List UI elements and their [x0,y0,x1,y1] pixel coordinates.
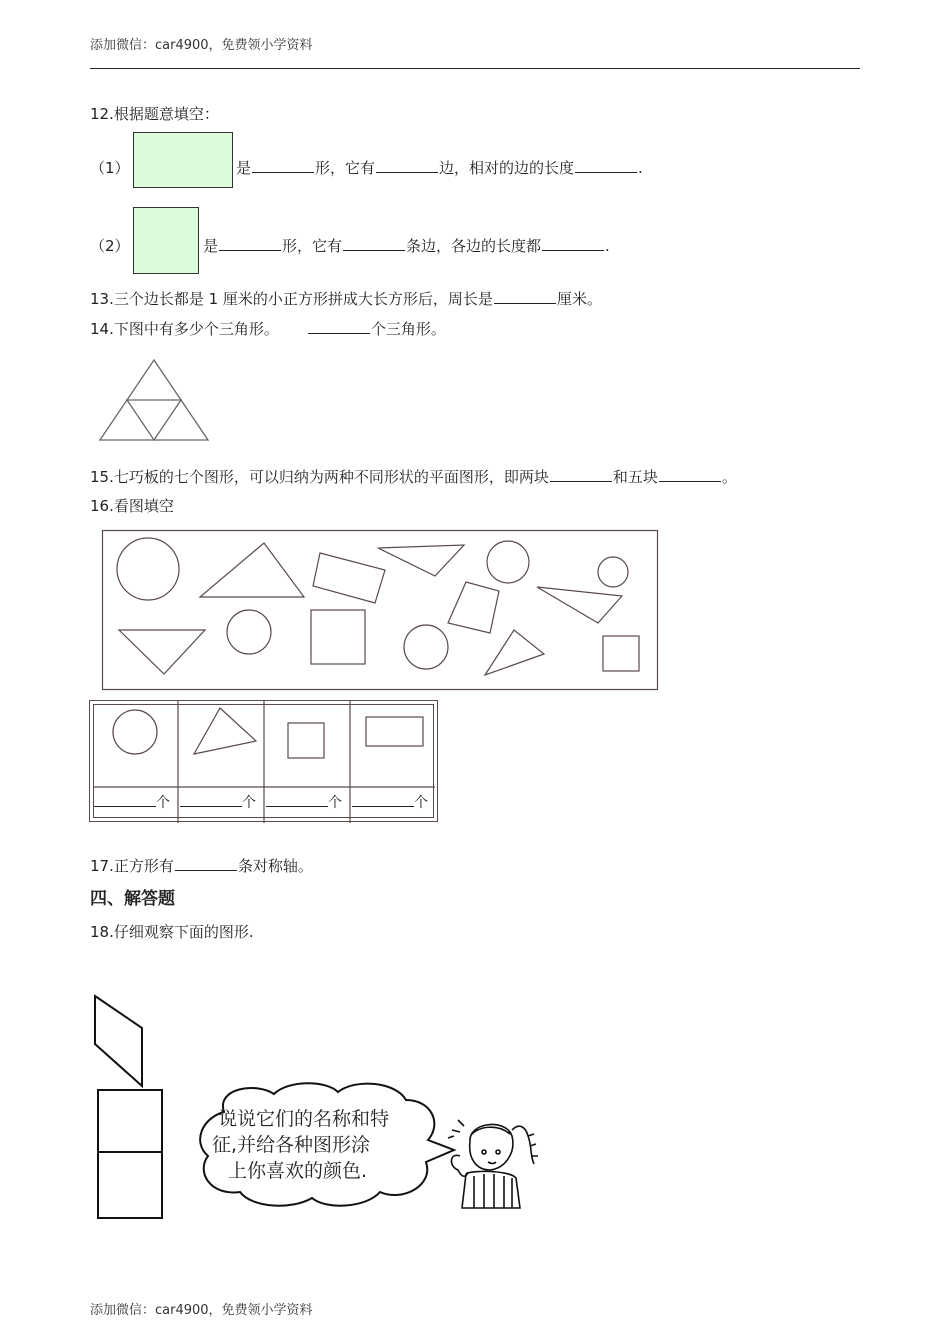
header-divider [90,68,860,69]
q12-row2-part1: 是 [203,237,219,255]
square-shape [603,636,639,671]
circle-shape [487,541,529,583]
triangle-shape [537,587,622,623]
square-shape [133,207,199,274]
unit-label: 个 [328,795,342,811]
circle-shape [113,710,157,754]
answer-blank[interactable] [94,793,156,807]
circle-shape [117,538,179,600]
triangle-figure [98,358,210,442]
q12-row1-part1: 是 [236,159,252,177]
unit-label: 个 [242,795,256,811]
q12-row2-text [203,236,610,256]
q12-row1-part4: . [638,159,643,177]
triangle-shape [200,543,304,597]
q13-part1: 13.三个边长都是 1 厘米的小正方形拼成大长方形后，周长是 [90,290,493,308]
page-footer: 添加微信：car4900，免费领小学资料 [90,1303,313,1318]
q12-row2-part2: 形，它有 [282,237,343,255]
answer-blank[interactable] [308,319,370,334]
q15-part2: 和五块 [612,468,658,486]
square-shape [311,610,365,664]
answer-blank[interactable] [352,793,414,807]
table-cell-rectangle [352,792,428,812]
q12-row2-part4: . [605,237,610,255]
speech-line-1: 说说它们的名称和特 [218,1108,390,1130]
q17-part2: 条对称轴。 [237,857,313,875]
q13-part2: 厘米。 [556,290,602,308]
triangle-shape [194,708,256,754]
q14-part1: 14.下图中有多少个三角形。 [90,320,279,338]
triangle-shape [119,630,205,674]
speech-line-3: 上你喜欢的颜色. [228,1160,368,1182]
answer-blank[interactable] [550,467,612,482]
q12-row1-part2: 形，它有 [315,159,376,177]
unit-label: 个 [414,795,428,811]
answer-blank[interactable] [343,236,405,251]
square-shape [448,582,499,633]
composite-shape-figure [92,994,167,1222]
circle-shape [404,625,448,669]
answer-blank[interactable] [542,236,604,251]
girl-illustration [440,1112,540,1212]
q15-part3: 。 [721,468,737,486]
section-title: 四、解答题 [90,889,175,909]
unit-label: 个 [156,795,170,811]
triangle-shape [485,630,544,675]
parallelogram-shape [95,996,142,1086]
q12-row2-number: （2） [90,237,130,255]
answer-blank[interactable] [175,856,237,871]
q16-title: 16.看图填空 [90,497,174,515]
rectangle-shape [133,132,233,188]
speech-line-2: 征,并给各种图形涂 [212,1134,371,1156]
answer-blank[interactable] [180,793,242,807]
shapes-picture [102,530,658,690]
page-header: 添加微信：car4900，免费领小学资料 [90,38,313,53]
q12-row1-number: （1） [90,159,130,177]
table-cell-circle [94,792,170,812]
answer-blank[interactable] [266,793,328,807]
q12-row1-text [236,158,643,178]
answer-blank[interactable] [219,236,281,251]
q16-answer-table [89,700,438,822]
answer-blank[interactable] [376,158,438,173]
answer-blank[interactable] [575,158,637,173]
circle-shape [598,557,628,587]
triangle-shape [378,545,464,576]
table-cell-triangle [180,792,256,812]
q14-text [90,319,446,339]
q12-row2-part3: 条边，各边的长度都 [406,237,542,255]
rectangle-shape [366,717,423,746]
answer-blank[interactable] [252,158,314,173]
q13-text [90,289,602,309]
q14-part2: 个三角形。 [370,320,446,338]
answer-blank[interactable] [494,289,556,304]
q18-title: 18.仔细观察下面的图形. [90,923,254,941]
q17-part1: 17.正方形有 [90,857,174,875]
q17-text [90,856,313,876]
square-shape [98,1090,162,1152]
q15-text [90,467,737,487]
rectangle-shape [313,553,385,603]
circle-shape [227,610,271,654]
answer-blank[interactable] [659,467,721,482]
q12-title: 12.根据题意填空： [90,105,219,123]
q15-part1: 15.七巧板的七个图形，可以归纳为两种不同形状的平面图形，即两块 [90,468,549,486]
square-shape [288,723,324,758]
q12-row1-part3: 边，相对的边的长度 [439,159,575,177]
square-shape [98,1152,162,1218]
table-cell-square [266,792,342,812]
